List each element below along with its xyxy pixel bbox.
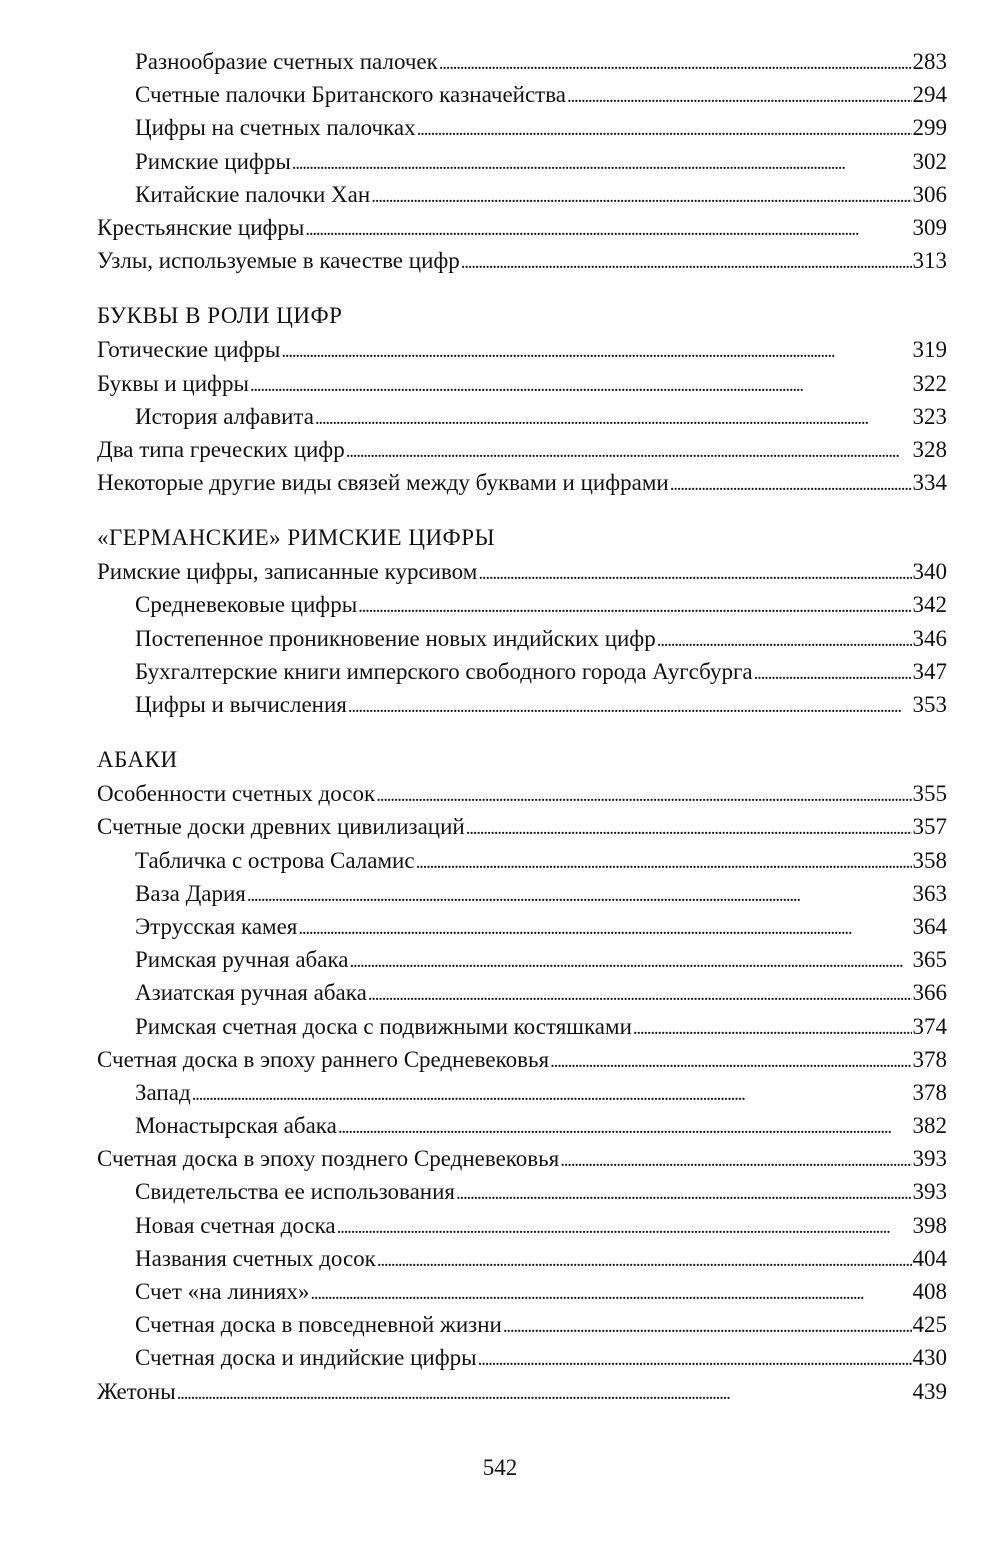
- toc-entry-page: 393: [912, 1179, 947, 1205]
- toc-entry-title: Особенности счетных досок: [97, 781, 376, 807]
- dot-leader: [281, 335, 911, 368]
- toc-entry-title: Счетные доски древних цивилизаций: [97, 814, 465, 840]
- toc-entry-title: Два типа греческих цифр: [97, 436, 345, 462]
- toc-entry-page: 283: [912, 49, 947, 74]
- toc-entry: [97, 1308, 947, 1341]
- toc-section: [97, 743, 947, 1408]
- dot-leader: [754, 657, 912, 690]
- toc-entry-title: Бухгалтерские книги имперского свободного города Аугсбурга: [135, 658, 753, 684]
- dot-leader: [247, 879, 912, 912]
- toc-entry-title: Готические цифры: [97, 337, 281, 363]
- toc-entry-page: 404: [912, 1245, 947, 1271]
- toc-entry-title: Счетная доска в эпоху позднего Средневековья: [97, 1146, 560, 1172]
- toc-entry: [97, 367, 947, 400]
- toc-entry-page: 334: [912, 470, 947, 496]
- toc-entry: [97, 1209, 947, 1242]
- toc-entry: [97, 400, 947, 433]
- toc-entry: [97, 976, 947, 1009]
- toc-entry-page: 430: [912, 1345, 947, 1371]
- toc-entry: [97, 688, 947, 721]
- table-of-contents: [97, 45, 947, 1408]
- toc-entry-title: Крестьянские цифры: [97, 214, 305, 240]
- page-number: 542: [482, 1455, 518, 1480]
- toc-entry-page: 408: [912, 1279, 947, 1304]
- toc-entry-page: 313: [912, 248, 947, 274]
- toc-entry-title: Счет «на линиях»: [135, 1279, 310, 1304]
- toc-entry-page: 346: [912, 625, 947, 651]
- toc-entry-page: 342: [912, 592, 947, 618]
- dot-leader: [456, 1177, 912, 1210]
- toc-entry-page: 365: [912, 947, 947, 973]
- toc-entry-title: Римская ручная абака: [135, 947, 349, 973]
- dot-leader: [478, 1343, 912, 1376]
- toc-entry: [97, 877, 947, 910]
- toc-entry-title: Китайские палочки Хан: [135, 181, 371, 207]
- toc-entry: [97, 588, 947, 621]
- dot-leader: [633, 1012, 912, 1045]
- dot-leader: [337, 1211, 912, 1244]
- toc-entry-title: Римские цифры: [135, 148, 291, 174]
- dot-leader: [192, 1078, 912, 1111]
- toc-section: [97, 45, 947, 277]
- dot-leader: [567, 80, 911, 113]
- dot-leader: [377, 1244, 912, 1277]
- dot-leader: [315, 402, 912, 435]
- toc-entry-page: 378: [912, 1079, 947, 1105]
- toc-entry: [97, 1076, 947, 1109]
- toc-entry-title: Римская счетная доска с подвижными костяшками: [135, 1013, 632, 1039]
- toc-entry: [97, 45, 947, 78]
- dot-leader: [503, 1310, 912, 1343]
- toc-entry: [97, 1142, 947, 1175]
- toc-entry-title: Некоторые другие виды связей между буквами и цифрами: [97, 470, 669, 496]
- toc-entry-page: 355: [912, 781, 947, 807]
- dot-leader: [368, 978, 912, 1011]
- toc-entry-title: Азиатская ручная абака: [135, 980, 367, 1006]
- toc-entry: [97, 333, 947, 366]
- toc-section: [97, 521, 947, 721]
- toc-entry: [97, 810, 947, 843]
- toc-entry-page: 299: [912, 115, 947, 141]
- toc-entry-title: Монастырская абака: [135, 1113, 337, 1139]
- toc-entry: [97, 1043, 947, 1076]
- toc-entry-title: Табличка с острова Саламис: [135, 847, 415, 873]
- toc-entry-title: Ваза Дария: [135, 880, 246, 906]
- dot-leader: [338, 1111, 912, 1144]
- dot-leader: [371, 180, 911, 213]
- toc-entry: [97, 178, 947, 211]
- toc-entry-title: Постепенное проникновение новых индийских цифр: [135, 625, 656, 651]
- dot-leader: [417, 113, 912, 146]
- dot-leader: [358, 590, 911, 623]
- dot-leader: [461, 246, 912, 279]
- toc-entry-title: Новая счетная доска: [135, 1212, 336, 1238]
- toc-entry-title: Узлы, используемые в качестве цифр: [97, 248, 460, 274]
- toc-entry-title: Этрусская камея: [135, 913, 298, 939]
- dot-leader: [298, 912, 911, 945]
- toc-entry-page: 358: [912, 847, 947, 873]
- toc-entry-page: 328: [912, 436, 947, 462]
- section-heading: БУКВЫ В РОЛИ ЦИФР: [97, 303, 343, 329]
- toc-entry-page: 393: [912, 1146, 947, 1172]
- toc-entry-page: 364: [912, 913, 947, 939]
- toc-entry-page: 302: [912, 148, 947, 174]
- toc-entry-title: История алфавита: [135, 403, 314, 429]
- toc-entry: [97, 145, 947, 178]
- toc-entry-page: 294: [912, 82, 947, 108]
- dot-leader: [346, 435, 912, 468]
- dot-leader: [292, 147, 912, 180]
- toc-entry: [97, 433, 947, 466]
- toc-entry-page: 439: [912, 1378, 947, 1404]
- section-heading: АБАКИ: [97, 747, 178, 773]
- toc-entry: [97, 655, 947, 688]
- toc-entry-page: 340: [912, 559, 947, 585]
- toc-entry-title: Разнообразие счетных палочек: [135, 49, 438, 74]
- toc-entry-page: 322: [912, 370, 947, 396]
- dot-leader: [550, 1045, 911, 1078]
- dot-leader: [250, 369, 912, 402]
- dot-leader: [439, 47, 912, 80]
- toc-entry: [97, 466, 947, 499]
- toc-entry: [97, 844, 947, 877]
- toc-entry: [97, 1375, 947, 1408]
- dot-leader: [350, 945, 912, 978]
- toc-entry-title: Цифры на счетных палочках: [135, 115, 416, 141]
- dot-leader: [478, 557, 911, 590]
- dot-leader: [310, 1277, 911, 1310]
- section-heading: «ГЕРМАНСКИЕ» РИМСКИЕ ЦИФРЫ: [97, 525, 496, 551]
- toc-entry: [97, 78, 947, 111]
- toc-entry-title: Цифры и вычисления: [135, 692, 347, 717]
- toc-entry: [97, 244, 947, 277]
- toc-entry-page: 357: [912, 814, 947, 840]
- toc-entry: [97, 1341, 947, 1374]
- toc-entry: [97, 622, 947, 655]
- toc-entry: [97, 943, 947, 976]
- dot-leader: [670, 468, 912, 501]
- toc-entry-title: Названия счетных досок: [135, 1245, 376, 1271]
- toc-entry-title: Счетные палочки Британского казначейства: [135, 82, 567, 108]
- dot-leader: [305, 213, 911, 246]
- toc-entry: [97, 910, 947, 943]
- toc-entry-page: 378: [912, 1046, 947, 1072]
- toc-entry-title: Счетная доска в эпоху раннего Средневековья: [97, 1046, 550, 1072]
- toc-section: [97, 299, 947, 499]
- toc-entry: [97, 211, 947, 244]
- toc-entry: [97, 1109, 947, 1142]
- dot-leader: [560, 1144, 911, 1177]
- toc-entry-title: Счетная доска и индийские цифры: [135, 1345, 477, 1371]
- toc-entry-page: 366: [912, 980, 947, 1006]
- toc-entry-page: 398: [912, 1212, 947, 1238]
- toc-entry: [97, 1275, 947, 1308]
- dot-leader: [416, 846, 912, 879]
- toc-entry-title: Буквы и цифры: [97, 370, 249, 396]
- toc-entry-title: Свидетельства ее использования: [135, 1179, 455, 1205]
- dot-leader: [376, 779, 911, 812]
- toc-entry-page: 425: [912, 1312, 947, 1338]
- toc-entry: [97, 1242, 947, 1275]
- toc-entry-page: 347: [912, 658, 947, 684]
- toc-entry-page: 309: [912, 214, 947, 240]
- toc-entry-page: 306: [912, 181, 947, 207]
- toc-entry: [97, 111, 947, 144]
- toc-entry-page: 353: [912, 692, 947, 717]
- toc-entry-page: 374: [912, 1013, 947, 1039]
- toc-entry: [97, 1010, 947, 1043]
- dot-leader: [177, 1377, 912, 1410]
- toc-entry-title: Средневековые цифры: [135, 592, 358, 618]
- toc-entry: [97, 555, 947, 588]
- dot-leader: [348, 690, 912, 723]
- toc-entry-title: Жетоны: [97, 1378, 176, 1404]
- toc-entry-page: 323: [912, 403, 947, 429]
- toc-entry-title: Римские цифры, записанные курсивом: [97, 559, 478, 585]
- toc-entry-page: 363: [912, 880, 947, 906]
- toc-entry-page: 319: [912, 337, 947, 363]
- toc-entry-title: Запад: [135, 1079, 191, 1105]
- toc-entry: [97, 777, 947, 810]
- dot-leader: [657, 624, 912, 657]
- toc-entry-page: 382: [912, 1113, 947, 1139]
- toc-entry: [97, 1175, 947, 1208]
- toc-entry-title: Счетная доска в повседневной жизни: [135, 1312, 502, 1338]
- dot-leader: [466, 812, 912, 845]
